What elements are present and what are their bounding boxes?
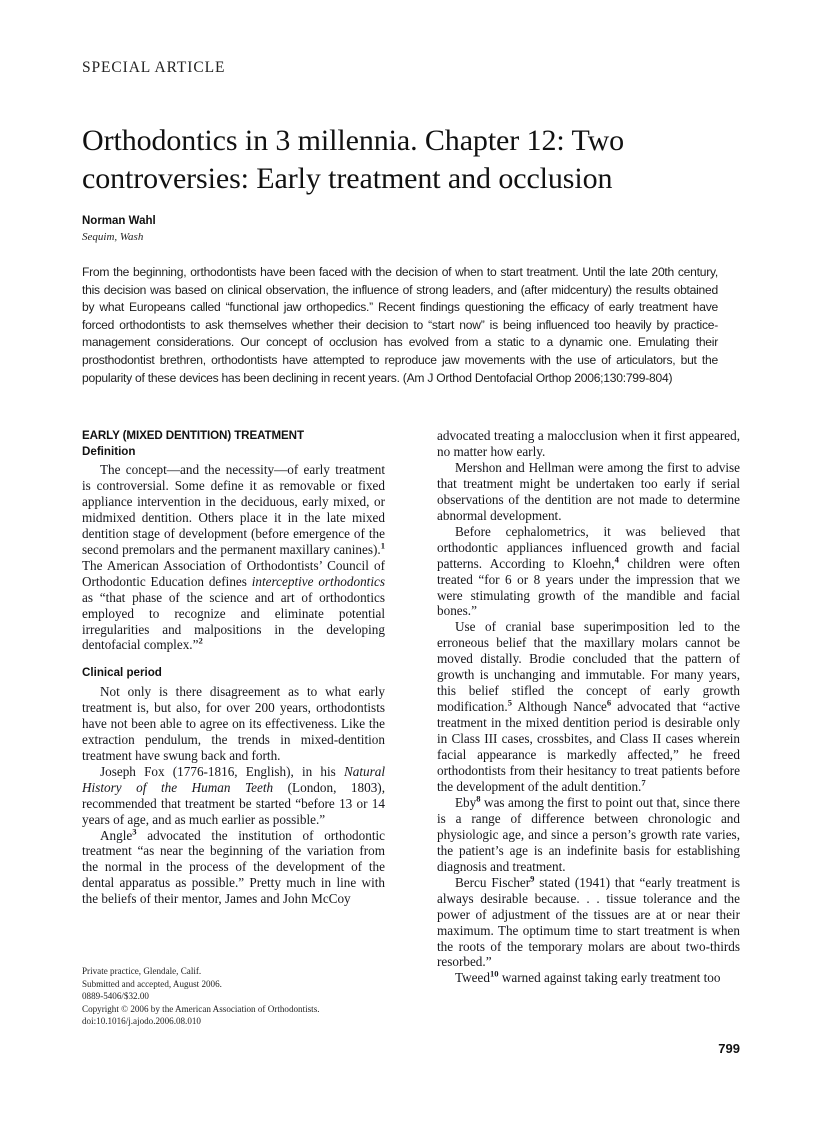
paragraph-right-4 xyxy=(437,619,740,794)
paragraph-right-2: Mershon and Hellman were among the first to advise that treatment might be undertaken too early if serial observations of the dentition are not made to determine abnormal development. xyxy=(437,459,740,523)
reference-marker-3: 3 xyxy=(132,826,137,837)
reference-marker-2: 2 xyxy=(198,636,203,647)
reference-marker-10: 10 xyxy=(489,969,499,980)
column-left xyxy=(82,428,385,907)
text-run: Eby xyxy=(455,794,477,810)
footnote-line-doi: doi:10.1016/j.ajodo.2006.08.010 xyxy=(82,1016,201,1027)
text-run: Angle xyxy=(100,827,133,843)
footnote-line-issn: 0889-5406/$32.00 xyxy=(82,991,149,1002)
text-run: Tweed xyxy=(455,970,490,986)
author-name: Norman Wahl xyxy=(82,215,156,227)
italic-term-interceptive-orthodontics: interceptive orthodontics xyxy=(251,573,385,589)
paragraph-clinical-2 xyxy=(82,764,385,828)
reference-marker-8: 8 xyxy=(476,793,481,804)
text-run: The concept—and the necessity—of early treatment is controversial. Some define it as removable or fixed appliance intervention in the deciduous, early mixed, or midmixed dentition. Others place it in the late mixed dentition stage of development (before emergence of the second premolars and the permanent maxillary canines). xyxy=(82,462,385,557)
reference-marker-4: 4 xyxy=(614,554,619,565)
text-run: Use of cranial base superimposition led to the erroneous belief that the maxillary molars cannot be moved distally. Brodie concluded that the pattern of growth is unchanging and immutable. For many years, this belief stifled the concept of early growth modification. xyxy=(437,619,740,715)
heading-early-mixed-dentition-treatment: EARLY (MIXED DENTITION) TREATMENT xyxy=(82,429,304,442)
reference-marker-9: 9 xyxy=(530,873,535,884)
text-run: advocated the institution of orthodontic treatment “as near the beginning of the variation from the normal in the process of the development of the dental apparatus as possible.” Pretty much in line with the beliefs of their mentor, James and John McCoy xyxy=(82,827,385,907)
section-label: SPECIAL ARTICLE xyxy=(82,59,226,76)
text-run: children were often treated “for 6 or 8 years under the impression that we were stimulating growth of the mandible and facial bones.” xyxy=(437,555,740,619)
page-title xyxy=(82,122,754,198)
text-run: as “that phase of the science and art of orthodontics employed to recognize and eliminate potential irregularities and malpositions in the developing dentofacial complex.” xyxy=(82,589,385,653)
reference-marker-5: 5 xyxy=(507,697,512,708)
title-line-2: controversies: Early treatment and occlusion xyxy=(82,162,613,195)
text-run: Joseph Fox (1776-1816, English), in his xyxy=(100,763,344,779)
paragraph-right-7 xyxy=(437,970,740,986)
paragraph-clinical-3 xyxy=(82,828,385,908)
text-run: Bercu Fischer xyxy=(455,874,531,890)
paragraph-right-3 xyxy=(437,524,740,620)
paragraph-right-1: advocated treating a malocclusion when it first appeared, no matter how early. xyxy=(437,428,740,459)
paragraph-clinical-1: Not only is there disagreement as to what early treatment is, but also, for over 200 years, orthodontists have not been able to agree on its effectiveness. Like the extraction pendulum, the trends in mixed-dentition treatment have swung back and forth. xyxy=(82,683,385,763)
paragraph-right-5 xyxy=(437,795,740,875)
text-run: The American Association of Orthodontists’ Council of Orthodontic Education defines xyxy=(82,557,385,589)
reference-marker-1: 1 xyxy=(380,540,385,551)
abstract: From the beginning, orthodontists have been faced with the decision of when to start treatment. Until the late 20th century, this decision was based on clinical observation, the influence of strong leaders, and (after midcentury) the results obtained by what Europeans called “functional jaw orthopedics.” Recent findings questioning the efficacy of early treatment have forced orthodontists to ask themselves whether their decision to “start now” is being influenced too heavily by practice-management considerations. Our concept of occlusion has evolved from a static to a dynamic one. Emulating their prosthodontist brethren, orthodontists have attempted to reproduce jaw movements with the use of articulators, but the popularity of these devices has been declining in recent years. (Am J Orthod Dentofacial Orthop 2006;130:799-804) xyxy=(82,265,718,385)
italic-title-natural-history: Natural History of the Human Teeth xyxy=(82,763,385,795)
footnote-line-submitted: Submitted and accepted, August 2006. xyxy=(82,978,222,989)
column-right xyxy=(437,428,740,986)
text-run: was among the first to point out that, since there is a range of difference between chronologic and physiologic age, and since a person’s growth rate varies, the patient’s age is an indefinite basis for establishing diagnosis and treatment. xyxy=(437,794,740,874)
text-run: Before cephalometrics, it was believed that orthodontic appliances influenced growth and facial patterns. According to Kloehn, xyxy=(437,523,740,571)
text-run: stated (1941) that “early treatment is always desirable because. . . tissue tolerance and the power of adjustment of the tissues are at or near their maximum. The optimum time to start treatment is when the roots of the temporary molars are about two-thirds resorbed.” xyxy=(437,874,740,970)
paragraph-definition xyxy=(82,462,385,653)
text-run: Although Nance xyxy=(511,699,607,715)
reference-marker-6: 6 xyxy=(606,697,612,708)
text-run: warned against taking early treatment too xyxy=(498,970,721,986)
text-run: (London, 1803), recommended that treatment be started “before 13 or 14 years of age, and as much earlier as possible.” xyxy=(82,779,385,827)
reference-marker-7: 7 xyxy=(641,777,646,788)
author-block xyxy=(82,214,582,245)
footnote-line-copyright: Copyright © 2006 by the American Association of Orthodontists. xyxy=(82,1003,320,1014)
footnote-line-affiliation: Private practice, Glendale, Calif. xyxy=(82,966,202,976)
text-run: advocated that “active treatment in the mixed dentition period is desirable only in Class III cases, crossbites, and Class II cases wherein facial appearance is markedly affected,” he freed orthodontists from their hesitancy to treat patients before the development of the adult dentition. xyxy=(437,699,740,794)
author-affiliation: Sequim, Wash xyxy=(82,231,144,243)
title-line-1: Orthodontics in 3 millennia. Chapter 12: Two xyxy=(82,124,625,157)
page-number: 799 xyxy=(718,1041,740,1056)
heading-clinical-period: Clinical period xyxy=(82,666,162,680)
heading-definition: Definition xyxy=(82,444,136,458)
paragraph-right-6 xyxy=(437,875,740,971)
footnote-block xyxy=(82,965,385,1028)
